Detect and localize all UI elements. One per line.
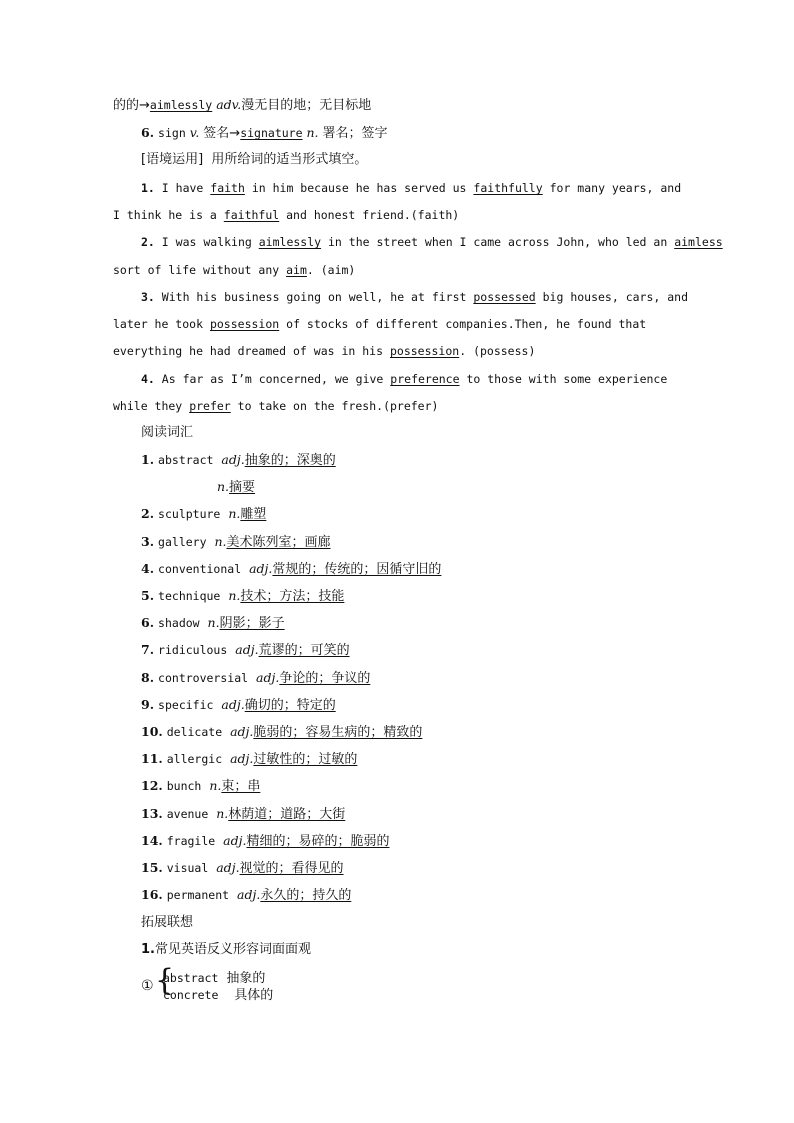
- sentence-text: in him because he has served us: [251, 181, 467, 195]
- exercise-number: 3.: [141, 290, 155, 304]
- antonym-definition: 具体的: [234, 988, 274, 1003]
- vocab-word: shadow: [158, 616, 200, 631]
- part-of-speech: adj.: [256, 669, 280, 685]
- vocab-definition: 束；串: [221, 779, 261, 795]
- vocab-number: 16.: [141, 887, 163, 903]
- answer-blank: preference: [390, 372, 460, 386]
- part-of-speech: n.: [209, 778, 222, 794]
- vocab-word: visual: [166, 861, 209, 875]
- vocab-item: [141, 534, 331, 551]
- part-of-speech: adj.: [249, 560, 273, 576]
- vocab-number: 2.: [141, 506, 155, 522]
- vocab-item: [141, 887, 351, 904]
- vocab-definition: 摘要: [229, 480, 256, 496]
- derived-word: signature: [240, 126, 303, 140]
- part-of-speech: adj.: [221, 452, 245, 467]
- answer-blank: possession: [389, 344, 460, 358]
- part-of-speech: n.: [214, 533, 227, 549]
- vocab-definition: 林荫道；道路；大街: [228, 806, 346, 822]
- definition: 签名: [203, 126, 230, 141]
- vocab-number: 11.: [141, 751, 163, 767]
- vocab-item: [141, 697, 336, 714]
- exercise-number: 2.: [141, 235, 155, 249]
- vocab-number: 8.: [141, 669, 155, 685]
- sub-heading-text: 常见英语反义形容词面面观: [154, 942, 311, 957]
- vocab-number: 4.: [141, 560, 155, 576]
- vocab-word: sculpture: [158, 507, 221, 522]
- vocab-definition: 常规的；传统的；因循守旧的: [272, 561, 442, 577]
- sentence-text: big houses, cars, and: [542, 290, 689, 304]
- vocab-word: permanent: [166, 888, 230, 903]
- vocab-item: [141, 751, 357, 768]
- vocab-number: 5.: [141, 588, 155, 603]
- vocab-word: avenue: [166, 806, 209, 821]
- vocab-word: fragile: [166, 833, 216, 848]
- sentence-text: in the street when I came across John, who led an: [328, 235, 668, 249]
- vocab-definition: 抽象的；深奥的: [244, 453, 336, 468]
- answer-blank: aim: [286, 263, 307, 277]
- part-of-speech: adj.: [237, 887, 261, 903]
- vocab-word: conventional: [158, 561, 242, 576]
- antonym-pair-row-2: [163, 987, 273, 1004]
- sentence-text: everything he had dreamed of was in his: [113, 344, 384, 358]
- vocab-number: 10.: [141, 724, 163, 739]
- antonym-subheading: [141, 942, 311, 958]
- arrow-icon: →: [139, 98, 150, 113]
- vocab-definition: 荒谬的；可笑的: [258, 643, 350, 659]
- vocab-word: controversial: [158, 670, 249, 685]
- antonym-word: concrete: [163, 988, 219, 1002]
- vocab-number: 13.: [141, 805, 163, 821]
- vocab-definition: 美术陈列室；画廊: [226, 534, 331, 550]
- vocab-number: 9.: [141, 696, 155, 712]
- vocab-definition: 技术；方法；技能: [240, 589, 345, 604]
- answer-blank: faithful: [223, 208, 280, 222]
- intro-prefix: 的的: [113, 98, 140, 113]
- definition: 署名；签字: [322, 126, 388, 141]
- vocab-item: [141, 506, 266, 523]
- vocab-item: [141, 860, 344, 877]
- part-of-speech: n.: [306, 125, 319, 140]
- derived-word: aimlessly: [149, 98, 213, 112]
- vocab-definition: 确切的；特定的: [244, 697, 336, 713]
- exercise-3-line-2: [113, 316, 646, 332]
- part-of-speech: v.: [189, 125, 200, 140]
- vocab-definition: 永久的；持久的: [260, 888, 352, 904]
- section-instruction: 用所给词的适当形式填空。: [211, 152, 368, 167]
- vocab-word: technique: [158, 589, 221, 603]
- part-of-speech: adj.: [223, 832, 247, 848]
- vocab-definition: 争论的；争议的: [279, 670, 371, 686]
- vocab-item: [141, 642, 350, 659]
- vocab-number: 15.: [141, 860, 163, 875]
- section-tag: [语境运用]: [141, 152, 204, 167]
- exercise-3-line-3: [113, 343, 535, 359]
- part-of-speech: n.: [216, 805, 229, 821]
- answer-blank: faithfully: [473, 181, 543, 195]
- answer-blank: prefer: [189, 399, 231, 413]
- vocab-word: specific: [158, 697, 214, 712]
- extension-heading: 拓展联想: [141, 915, 194, 930]
- vocab-number: 7.: [141, 642, 155, 658]
- vocab-item: [141, 670, 370, 687]
- vocab-definition: 雕塑: [240, 507, 267, 523]
- exercise-1-line-2: [113, 207, 459, 223]
- sentence-text: . (aim): [306, 263, 356, 277]
- part-of-speech: adj.: [230, 724, 254, 739]
- vocab-item: [141, 724, 422, 741]
- base-word: sign: [158, 126, 186, 140]
- part-of-speech: adj.: [221, 696, 245, 712]
- sentence-text: and honest friend.(faith): [286, 208, 460, 222]
- vocab-number: 12.: [141, 778, 163, 794]
- vocab-number: 3.: [141, 533, 155, 549]
- answer-blank: possession: [209, 317, 280, 331]
- sentence-text: for many years, and: [549, 181, 682, 195]
- part-of-speech: adj.: [216, 860, 240, 875]
- sentence-text: I was walking: [161, 235, 252, 249]
- exercise-2-line-2: [113, 262, 355, 278]
- vocab-word: ridiculous: [158, 643, 228, 658]
- vocab-definition: 精细的；易碎的；脆弱的: [246, 833, 390, 849]
- sentence-text: With his business going on well, he at first: [161, 290, 467, 304]
- vocab-word: abstract: [158, 453, 214, 467]
- vocab-item: [217, 479, 255, 496]
- part-of-speech: n.: [217, 479, 230, 495]
- exercise-number: 1.: [141, 181, 155, 195]
- intro-line-aimlessly: [113, 97, 371, 114]
- vocab-item: [141, 615, 285, 632]
- part-of-speech: n.: [228, 588, 241, 603]
- answer-blank: possessed: [473, 290, 536, 304]
- arrow-icon: →: [229, 126, 241, 141]
- part-of-speech: adj.: [235, 642, 259, 658]
- vocab-word: allergic: [166, 752, 223, 767]
- vocab-word: gallery: [158, 534, 207, 549]
- answer-blank: aimlessly: [258, 235, 322, 249]
- exercise-1-line-1: [141, 180, 681, 196]
- part-of-speech: adv.: [216, 97, 242, 112]
- vocab-word: delicate: [166, 725, 223, 739]
- exercise-2-line-1: [141, 234, 723, 250]
- sentence-text: I have: [161, 181, 204, 195]
- vocab-number: 14.: [141, 832, 163, 848]
- vocab-item: [141, 452, 336, 469]
- sentence-text: of stocks of different companies.Then, he found that: [286, 317, 647, 331]
- sentence-text: . (possess): [459, 344, 536, 358]
- vocab-definition: 视觉的；看得见的: [239, 861, 344, 876]
- brace-icon: {: [155, 963, 175, 998]
- vocab-definition: 阴影；影子: [219, 616, 285, 632]
- part-of-speech: n.: [228, 506, 241, 522]
- sentence-text: As far as I’m concerned, we give: [161, 372, 384, 386]
- antonym-pair-row-1: [163, 970, 265, 987]
- vocab-item: [141, 561, 441, 578]
- definition: 漫无目的地；无目标地: [241, 98, 372, 113]
- sentence-text: to those with some experience: [466, 372, 668, 386]
- part-of-speech: n.: [207, 615, 220, 631]
- sentence-text: to take on the fresh.(prefer): [237, 399, 439, 413]
- vocab-definition: 脆弱的；容易生病的；精致的: [253, 725, 423, 740]
- sentence-text: while they: [113, 399, 183, 413]
- exercise-3-line-1: [141, 289, 688, 305]
- part-of-speech: adj.: [230, 751, 254, 767]
- reading-vocab-heading: 阅读词汇: [141, 425, 194, 440]
- answer-blank: aimless: [674, 235, 723, 249]
- vocab-item: [141, 588, 344, 605]
- vocab-item: [141, 806, 345, 823]
- vocab-word: bunch: [166, 779, 202, 794]
- answer-blank: faith: [210, 181, 245, 195]
- vocab-number: 1.: [141, 452, 155, 467]
- item-number: 6.: [141, 125, 155, 140]
- vocab-item: [141, 778, 260, 795]
- exercise-number: 4.: [141, 372, 155, 386]
- vocab-definition: 过敏性的；过敏的: [253, 752, 358, 768]
- intro-line-sign: [141, 125, 388, 142]
- sentence-text: later he took: [113, 317, 204, 331]
- vocab-item: [141, 833, 389, 850]
- exercise-4-line-2: [113, 398, 438, 414]
- antonym-definition: 抽象的: [226, 971, 266, 986]
- sentence-text: I think he is a: [113, 208, 217, 222]
- exercise-4-line-1: [141, 371, 667, 387]
- vocab-number: 6.: [141, 615, 155, 631]
- pair-marker: ①: [141, 978, 154, 994]
- context-section-heading: [141, 152, 367, 168]
- antonym-word: abstract: [163, 971, 219, 985]
- sub-number: 1.: [141, 942, 155, 957]
- sentence-text: sort of life without any: [113, 263, 280, 277]
